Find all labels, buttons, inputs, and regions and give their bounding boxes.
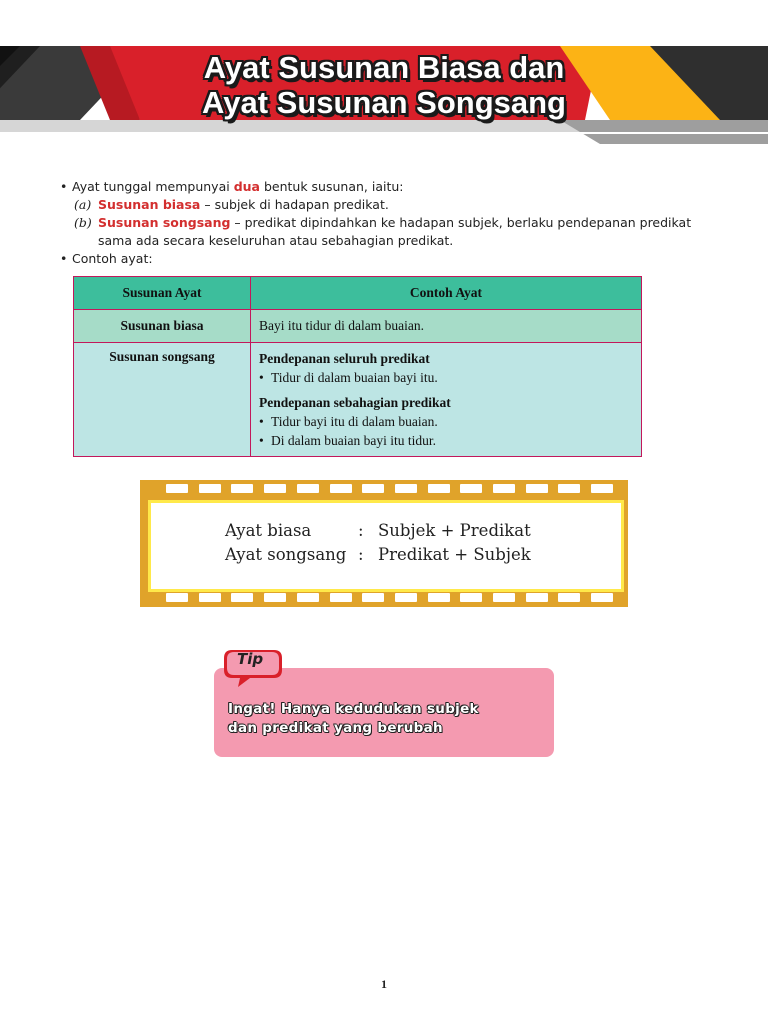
row-type: Susunan biasa [74,310,251,343]
film-hole [558,484,580,493]
tip-line: dan predikat yang berubah [228,720,443,736]
film-hole [526,484,548,493]
page-number: 1 [381,977,387,991]
column-header: Contoh Ayat [251,277,642,310]
film-hole [199,593,221,602]
film-hole [362,593,384,602]
film-hole [428,593,450,602]
example-table [73,276,642,457]
row-examples [251,343,642,457]
film-hole [460,593,482,602]
film-hole [362,484,384,493]
film-hole [526,593,548,602]
film-hole [264,593,286,602]
intro-text: Ayat tunggal mempunyai [72,179,234,194]
table-header-row [74,277,642,310]
film-hole [558,593,580,602]
examples-intro: Contoh ayat: [72,251,153,266]
item-b-text: – predikat dipindahkan ke hadapan subjek, berlaku pendepanan predikat sama ada secara keseluruhan atau sebahagian predikat. [98,215,692,248]
film-hole [460,484,482,493]
list-item: • Di dalam buaian bayi itu tidur. [259,431,640,450]
film-hole [264,484,286,493]
group-heading: Pendepanan sebahagian predikat [259,395,451,410]
group-heading: Pendepanan seluruh predikat [259,351,430,366]
film-hole [591,484,613,493]
page-title-line2: Ayat Susunan Songsang [201,85,566,120]
formula-key: Ayat biasa [225,521,312,540]
film-hole [330,484,352,493]
item-a-term: Susunan biasa [98,197,201,212]
item-b-label: (b) [74,215,92,230]
formula-value: Predikat + Subjek [378,545,531,564]
item-a [72,196,720,214]
film-hole [166,593,188,602]
table-row [74,343,642,457]
formula-key: Ayat songsang [225,545,347,564]
item-a-label: (a) [74,197,92,212]
formula-sep: : [358,521,364,540]
item-b [72,214,720,250]
list-item: • Tidur bayi itu di dalam buaian. [259,412,640,431]
list-item: • Tidur di dalam buaian bayi itu. [259,368,640,387]
bullet-dot: • [60,179,68,194]
bullet-dot: • [60,251,68,266]
row-type: Susunan songsang [74,343,251,457]
formula-value: Subjek + Predikat [378,521,531,540]
bullet-types [60,178,720,196]
column-header: Susunan Ayat [74,277,251,310]
item-a-text: – subjek di hadapan predikat. [200,197,389,212]
table-row [74,310,642,343]
formula-panel [148,500,624,592]
page-title-line1: Ayat Susunan Biasa dan [203,50,565,85]
film-hole [297,484,319,493]
formula-filmstrip [140,480,628,607]
tip-line: Ingat! Hanya kedudukan subjek [228,701,479,717]
film-hole [493,593,515,602]
item-b-term: Susunan songsang [98,215,231,230]
row-example: Bayi itu tidur di dalam buaian. [251,310,642,343]
film-hole [428,484,450,493]
intro-text-end: bentuk susunan, iaitu: [259,179,404,194]
highlight-dua: dua [233,179,260,194]
intro-section [60,178,720,268]
film-hole [330,593,352,602]
film-hole [395,593,417,602]
formula-sep: : [358,545,364,564]
tip-label: Tip [237,650,264,668]
film-hole [493,484,515,493]
film-holes-bottom [158,593,618,602]
film-hole [297,593,319,602]
film-hole [395,484,417,493]
film-holes-top [158,484,618,493]
film-hole [199,484,221,493]
film-hole [231,484,253,493]
tip-text [228,700,548,738]
film-hole [231,593,253,602]
film-hole [166,484,188,493]
film-hole [591,593,613,602]
bullet-examples [60,250,720,268]
